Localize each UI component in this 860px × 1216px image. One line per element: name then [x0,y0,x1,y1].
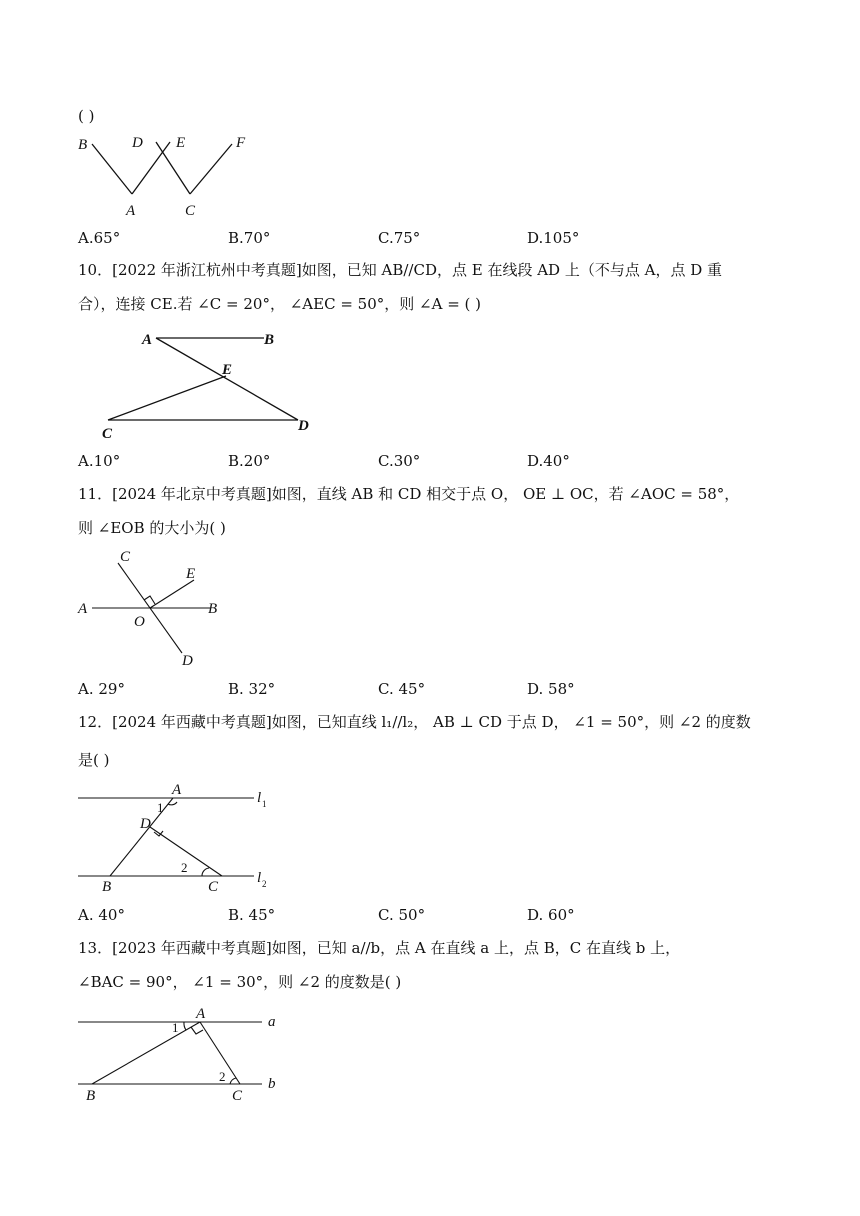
q13-label-a-line: a [268,1014,276,1030]
q12-option-a: A. 40° [78,906,125,924]
q10-option-a: A.10° [78,452,121,470]
q9-label-b: B [78,137,88,153]
q12-label-angle1: 1 [157,800,164,815]
q12-option-b: B. 45° [228,906,276,924]
q10-label-c: C [102,426,113,442]
q10-label-b: B [264,332,275,348]
q10-label-d: D [298,418,309,434]
q9-answer-bracket: ( ) [78,107,95,125]
q10-figure [96,322,326,444]
q13-label-b-line: b [268,1076,276,1092]
q10-option-d: D.40° [527,452,570,470]
q9-label-a: A [126,203,136,219]
q11-label-a: A [78,601,88,617]
q12-label-l2: l [257,870,262,886]
q13-figure [70,1002,300,1106]
q12-label-a: A [172,782,182,798]
q12-label-l1: l [257,790,262,806]
q9-label-f: F [236,135,246,151]
q11-figure [70,545,240,670]
q9-label-c: C [185,203,196,219]
q11-label-o: O [134,614,145,630]
q12-label-c: C [208,879,219,895]
q12-option-c: C. 50° [378,906,426,924]
q12-text-line1: 12．[2024 年西藏中考真题]如图，已知直线 l₁//l₂， AB ⊥ CD 于点 D， ∠1 = 50°，则 ∠2 的度数 [78,713,751,731]
q10-option-b: B.20° [228,452,271,470]
q9-label-e: E [176,135,186,151]
q12-label-d: D [140,816,151,832]
q12-label-l1-subscript: 1 [262,799,267,809]
q9-option-a: A.65° [78,229,121,247]
q13-label-angle1: 1 [172,1020,179,1035]
q9-option-b: B.70° [228,229,271,247]
q11-option-a: A. 29° [78,680,125,698]
q12-figure [70,776,280,898]
q12-label-angle2: 2 [181,860,188,875]
q10-label-a: A [142,332,153,348]
q11-option-b: B. 32° [228,680,276,698]
q13-text-line2: ∠BAC = 90°， ∠1 = 30°，则 ∠2 的度数是( ) [78,973,402,991]
q12-label-l2-subscript: 2 [262,879,267,889]
q13-label-c: C [232,1088,243,1104]
q12-option-d: D. 60° [527,906,575,924]
q10-text-line2: 合），连接 CE.若 ∠C = 20°， ∠AEC = 50°，则 ∠A = ( ) [78,295,482,313]
q11-label-d: D [182,653,193,669]
q13-text-line1: 13．[2023 年西藏中考真题]如图，已知 a//b，点 A 在直线 a 上，点 B，C 在直线 b 上， [78,939,681,957]
q11-option-d: D. 58° [527,680,575,698]
q11-text-line2: 则 ∠EOB 的大小为( ) [78,519,226,537]
q9-option-d: D.105° [527,229,580,247]
q10-label-e: E [222,362,233,378]
q11-option-c: C. 45° [378,680,426,698]
q11-text-line1: 11．[2024 年北京中考真题]如图，直线 AB 和 CD 相交于点 O， OE ⊥ OC，若 ∠AOC = 58°， [78,485,740,503]
q9-option-c: C.75° [378,229,421,247]
q11-label-e: E [186,566,196,582]
q13-label-a: A [196,1006,206,1022]
q9-label-d: D [132,135,143,151]
q13-label-b: B [86,1088,96,1104]
q9-figure [70,128,260,220]
q10-text-line1: 10．[2022 年浙江杭州中考真题]如图，已知 AB//CD，点 E 在线段 AD 上（不与点 A，点 D 重 [78,261,723,279]
q11-label-b: B [208,601,218,617]
q10-option-c: C.30° [378,452,421,470]
q11-label-c: C [120,549,131,565]
q13-label-angle2: 2 [219,1069,226,1084]
q12-label-b: B [102,879,112,895]
q12-text-line2: 是( ) [78,751,110,769]
